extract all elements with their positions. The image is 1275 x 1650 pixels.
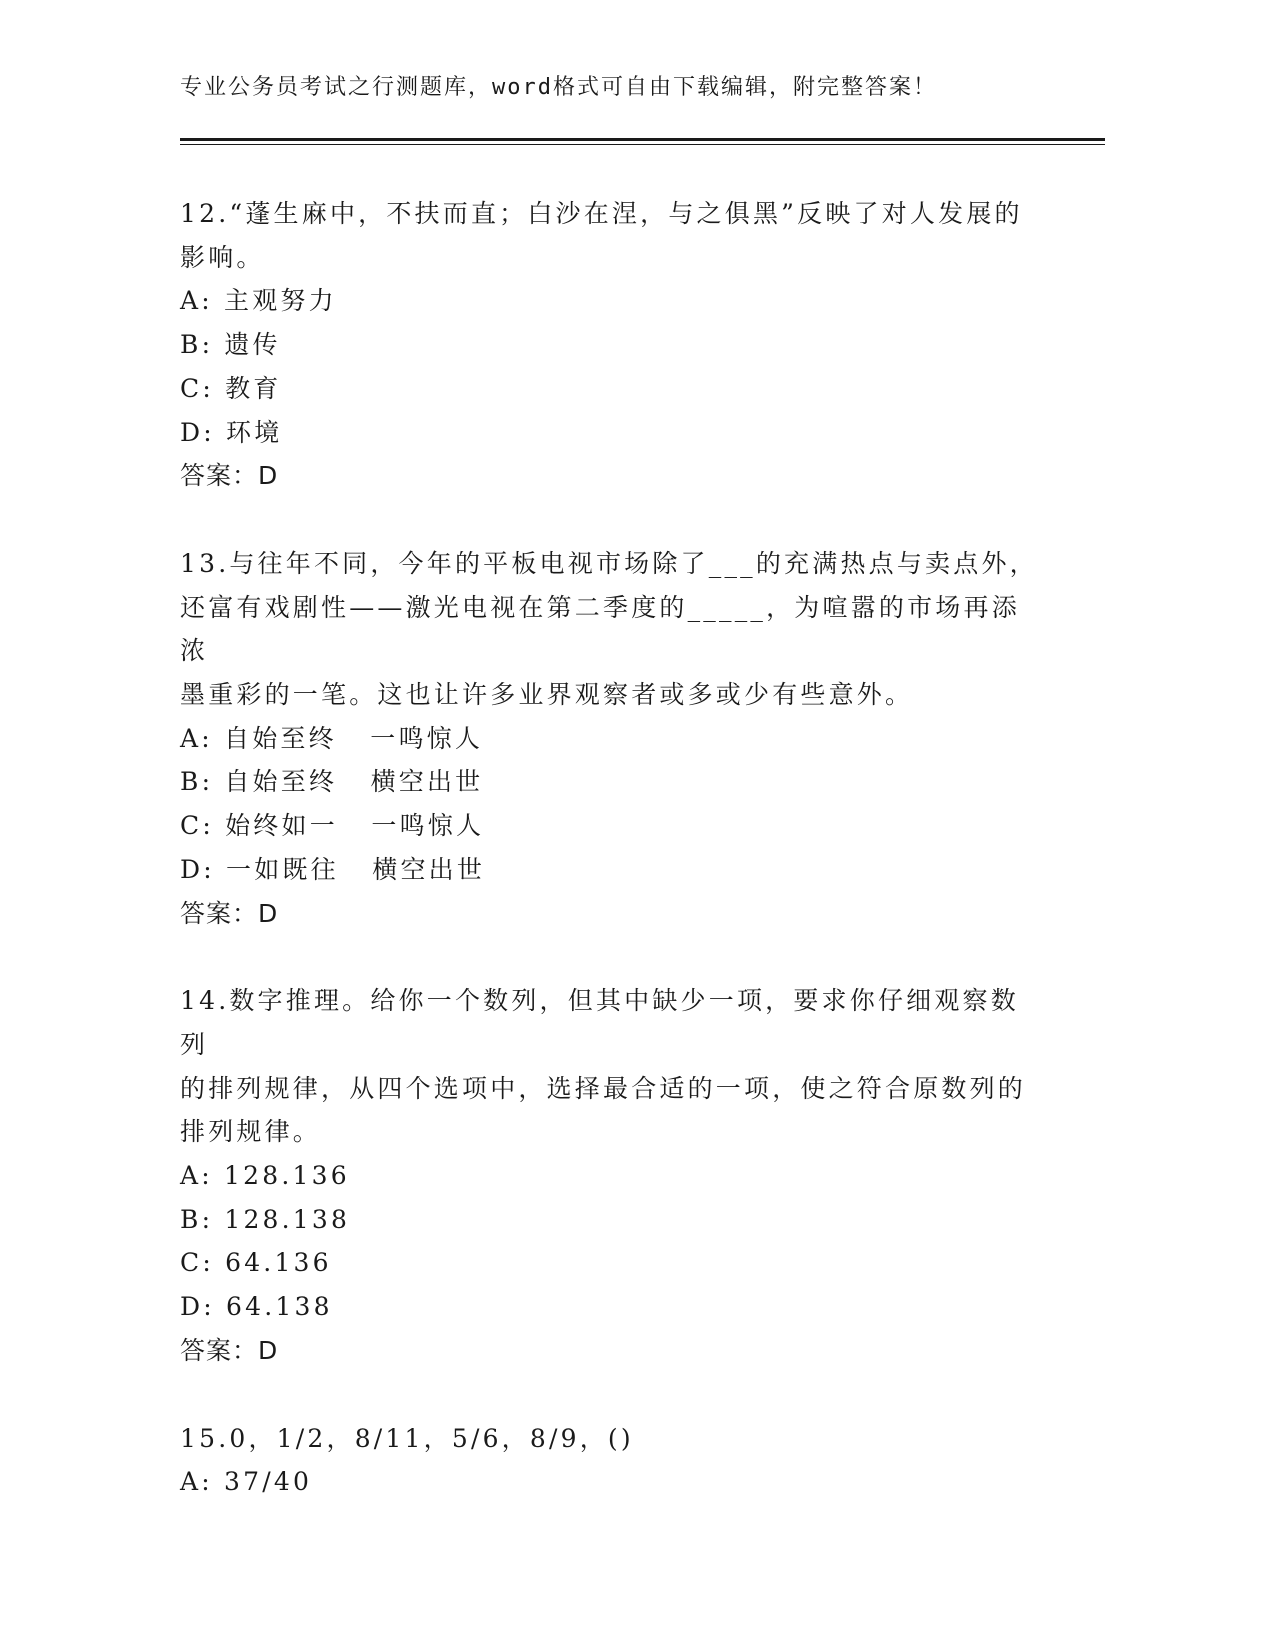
option-d: D: 64.138	[180, 1292, 333, 1322]
page-header: 专业公务员考试之行测题库，word格式可自由下载编辑，附完整答案！	[180, 75, 937, 100]
question-text: 12.“蓬生麻中，不扶而直；白沙在涅，与之俱黑”反映了对人发展的 影响。	[180, 199, 1023, 272]
question-text: 13.与往年不同，今年的平板电视市场除了___的充满热点与卖点外， 还富有戏剧性——激光电视在第二季度的_____，为喧嚣的市场再添浓 墨重彩的一笔。这也让许多业界观察者或多或少有些意外。	[180, 548, 1038, 710]
option-c: C: 教育	[180, 373, 282, 403]
header-divider-thick	[180, 138, 1105, 141]
answer-line: 答案：D	[180, 898, 279, 928]
option-b: B: 128.138	[180, 1204, 351, 1234]
option-b: B: 自始至终 横空出世	[180, 767, 484, 797]
answer-line: 答案：D	[180, 461, 279, 491]
option-a: A: 128.136	[180, 1161, 350, 1191]
option-a: A: 自始至终 一鸣惊人	[180, 723, 484, 753]
question-list	[180, 192, 1040, 1548]
question-14	[180, 979, 1040, 1372]
option-c: C: 始终如一 一鸣惊人	[180, 811, 485, 841]
option-d: D: 环境	[180, 417, 283, 447]
question-text: 14.数字推理。给你一个数列，但其中缺少一项，要求你仔细观察数列 的排列规律，从四个选项中，选择最合适的一项，使之符合原数列的 排列规律。	[180, 986, 1027, 1147]
header-divider-thin	[180, 144, 1105, 145]
question-15	[180, 1417, 1040, 1504]
option-b: B: 遗传	[180, 330, 281, 360]
option-c: C: 64.136	[180, 1248, 332, 1278]
option-a: A: 37/40	[180, 1467, 313, 1497]
answer-line: 答案：D	[180, 1335, 279, 1365]
option-d: D: 一如既往 横空出世	[180, 854, 486, 884]
option-a: A: 主观努力	[180, 286, 337, 316]
question-12	[180, 192, 1040, 498]
question-text: 15.0，1/2，8/11，5/6，8/9，()	[180, 1423, 634, 1453]
question-13	[180, 542, 1040, 935]
